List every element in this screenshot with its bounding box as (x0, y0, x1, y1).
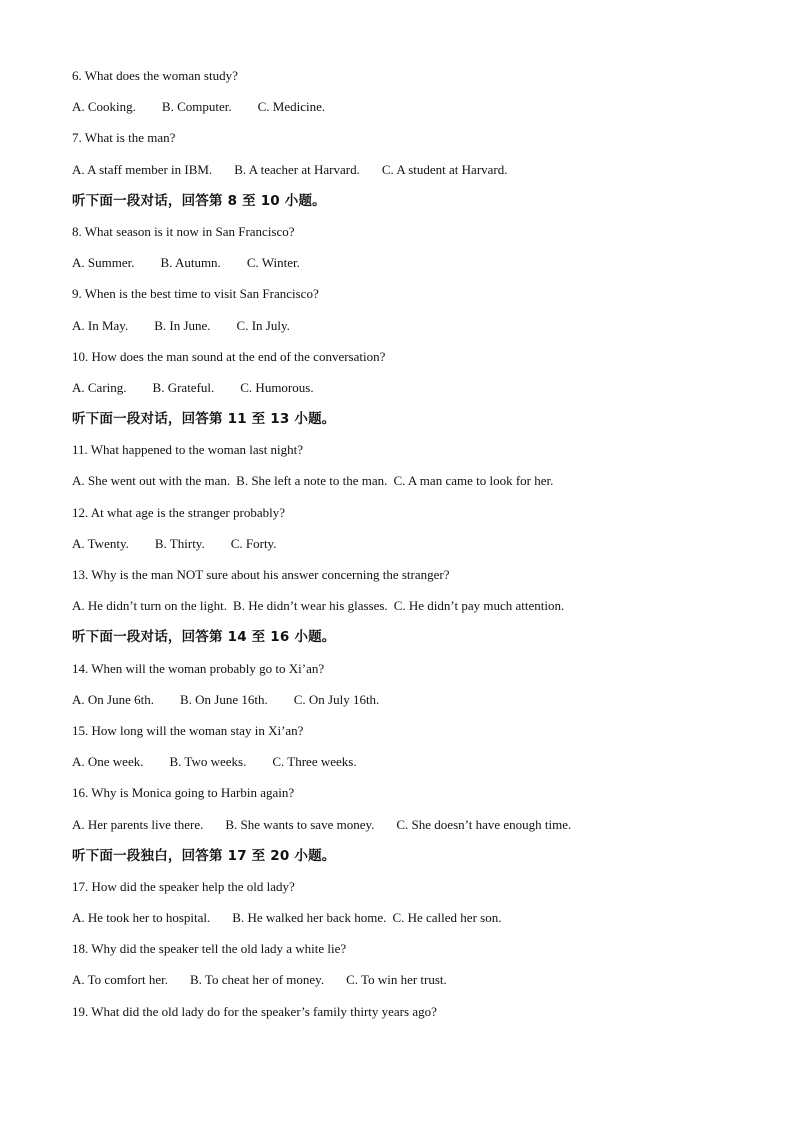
options-17 (72, 908, 732, 939)
options-13 (72, 596, 732, 627)
options-14 (72, 690, 732, 721)
options-8 (72, 253, 732, 284)
options-6 (72, 97, 732, 128)
question-17: 17. How did the speaker help the old lady? (72, 878, 295, 894)
option-8c: C. Winter. (246, 255, 300, 271)
option-16c: C. She doesn’t have enough time. (396, 816, 572, 832)
question-8: 8. What season is it now in San Francisco? (72, 223, 295, 239)
question-6: 6. What does the woman study? (72, 68, 238, 83)
exam-page (72, 66, 732, 1033)
option-9a: A. In May. (72, 317, 129, 333)
question-13: 13. Why is the man NOT sure about his answer concerning the stranger? (72, 567, 450, 582)
option-11b: B. She left a note to the man. (236, 473, 388, 489)
section-heading-17-20: 听下面一段独白，回答第 17 至 20 小题。 (72, 847, 336, 864)
option-15b: B. Two weeks. (169, 754, 247, 770)
section-heading-14-16: 听下面一段对话，回答第 14 至 16 小题。 (72, 629, 336, 646)
option-11c: C. A man came to look for her. (393, 473, 554, 489)
options-12 (72, 534, 732, 565)
option-10a: A. Caring. (72, 379, 127, 395)
option-17c: C. He called her son. (392, 910, 502, 926)
option-12c: C. Forty. (230, 535, 277, 551)
option-13c: C. He didn’t pay much attention. (393, 598, 565, 614)
option-12b: B. Thirty. (154, 535, 205, 551)
options-10 (72, 378, 732, 409)
option-14c: C. On July 16th. (293, 691, 380, 707)
option-18b: B. To cheat her of money. (189, 972, 325, 988)
option-10b: B. Grateful. (152, 379, 215, 395)
question-11: 11. What happened to the woman last night? (72, 442, 304, 458)
option-15c: C. Three weeks. (272, 754, 357, 770)
option-12a: A. Twenty. (72, 535, 129, 551)
question-14: 14. When will the woman probably go to Xi’an? (72, 660, 325, 676)
question-7: 7. What is the man? (72, 130, 176, 146)
option-8b: B. Autumn. (160, 255, 221, 271)
options-18 (72, 970, 732, 1001)
option-7a: A. A staff member in IBM. (72, 161, 213, 177)
question-12: 12. At what age is the stranger probably? (72, 504, 285, 520)
option-11a: A. She went out with the man. (72, 473, 231, 489)
option-14b: B. On June 16th. (179, 691, 268, 707)
option-17a: A. He took her to hospital. (72, 910, 211, 926)
option-6c: C. Medicine. (257, 99, 326, 115)
option-6b: B. Computer. (161, 99, 232, 115)
options-15 (72, 752, 732, 783)
question-16: 16. Why is Monica going to Harbin again? (72, 785, 295, 801)
question-18: 18. Why did the speaker tell the old lady a white lie? (72, 941, 347, 957)
question-9: 9. When is the best time to visit San Francisco? (72, 286, 319, 302)
option-9c: C. In July. (236, 317, 290, 333)
question-19: 19. What did the old lady do for the speaker’s family thirty years ago? (72, 1003, 437, 1019)
option-16a: A. Her parents live there. (72, 816, 204, 832)
question-15: 15. How long will the woman stay in Xi’an? (72, 722, 304, 738)
option-15a: A. One week. (72, 754, 144, 770)
section-heading-8-10: 听下面一段对话，回答第 8 至 10 小题。 (72, 192, 326, 209)
section-heading-11-13: 听下面一段对话，回答第 11 至 13 小题。 (72, 411, 336, 428)
option-9b: B. In June. (154, 317, 211, 333)
option-16b: B. She wants to save money. (225, 816, 375, 832)
option-13b: B. He didn’t wear his glasses. (233, 598, 388, 614)
option-10c: C. Humorous. (240, 379, 314, 395)
option-6a: A. Cooking. (72, 99, 136, 115)
option-7b: B. A teacher at Harvard. (234, 161, 360, 177)
options-16 (72, 815, 732, 846)
option-7c: C. A student at Harvard. (381, 161, 508, 177)
option-14a: A. On June 6th. (72, 691, 154, 707)
option-17b: B. He walked her back home. (232, 910, 387, 926)
options-9 (72, 316, 732, 347)
options-11 (72, 471, 732, 502)
options-7 (72, 160, 732, 191)
option-13a: A. He didn’t turn on the light. (72, 598, 228, 614)
option-18c: C. To win her trust. (346, 972, 447, 988)
option-8a: A. Summer. (72, 255, 135, 271)
question-10: 10. How does the man sound at the end of the conversation? (72, 348, 386, 364)
option-18a: A. To comfort her. (72, 972, 168, 988)
